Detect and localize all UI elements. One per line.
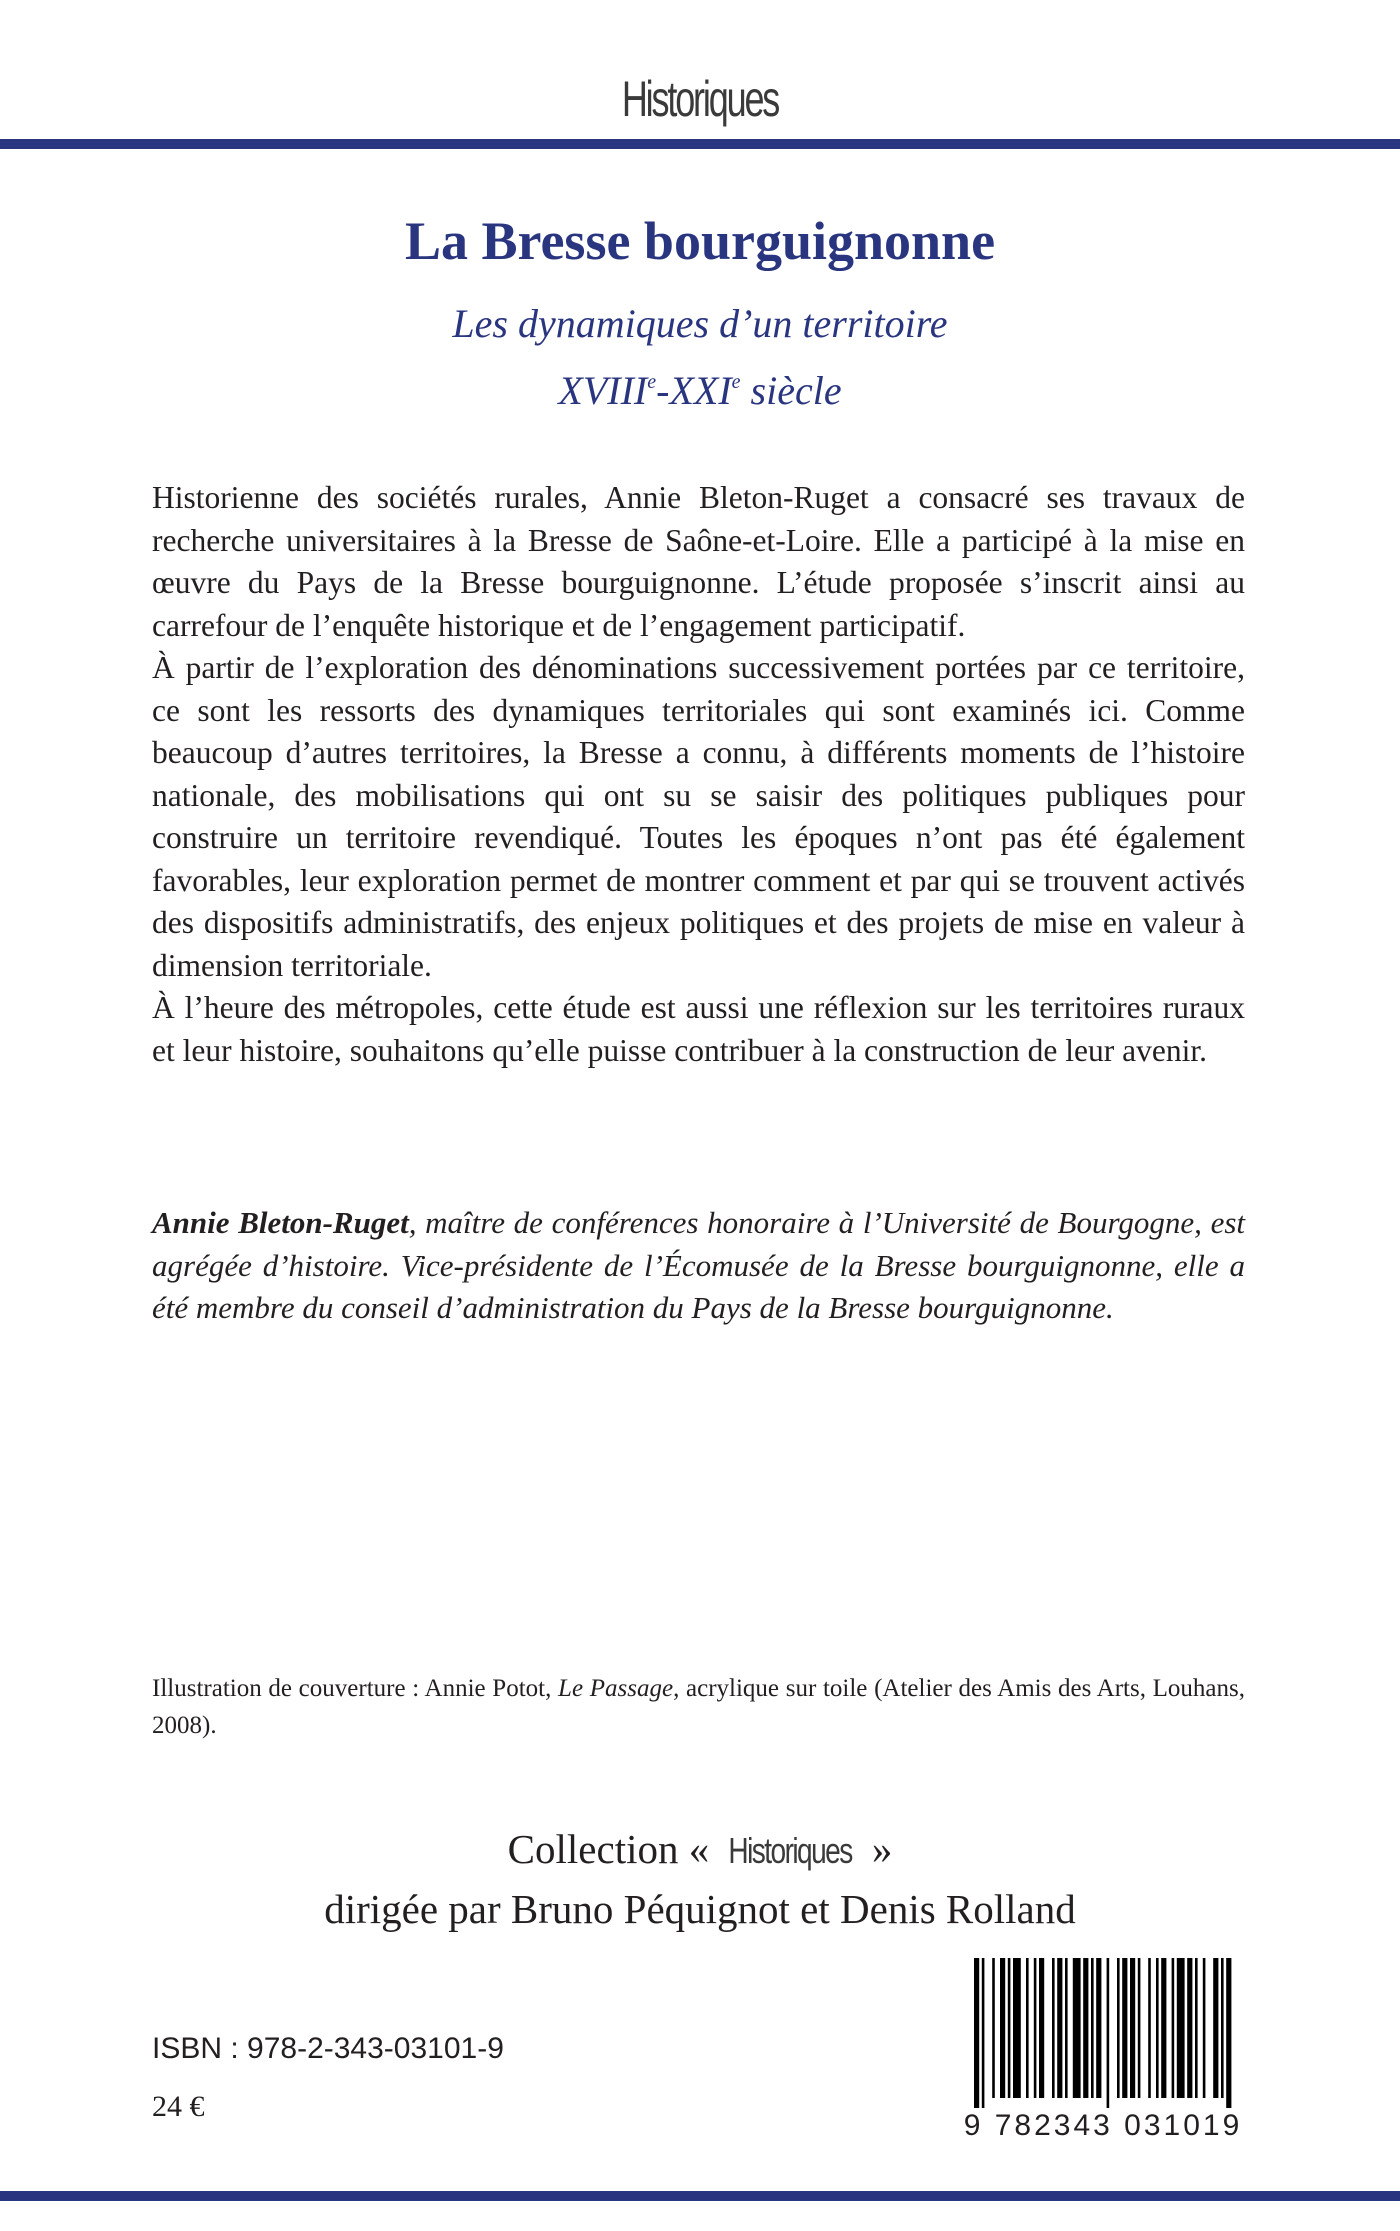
barcode-bar: [992, 1958, 995, 2098]
barcode-bar: [1130, 1958, 1135, 2098]
barcode-bar: [1065, 1958, 1068, 2098]
barcode-bar: [1057, 1958, 1062, 2098]
top-rule: [0, 139, 1400, 149]
barcode-bar: [1203, 1958, 1206, 2098]
barcode-bar: [1177, 1958, 1185, 2098]
bottom-rule: [0, 2191, 1400, 2201]
collection-directors: dirigée par Bruno Péquignot et Denis Rolland: [324, 1886, 1076, 1932]
collection-series-logo: Historiques: [728, 1830, 853, 1871]
period-separator: -: [656, 368, 670, 413]
isbn: ISBN : 978-2-343-03101-9: [152, 2032, 504, 2065]
period-suffix: siècle: [740, 368, 842, 413]
barcode-bar: [1052, 1958, 1055, 2098]
barcode-number: 9 782343 031019: [963, 2109, 1243, 2142]
blurb: [152, 477, 1245, 1072]
period-end: XXI: [669, 368, 732, 413]
barcode-bar: [1122, 1958, 1127, 2098]
barcode-bar: [982, 1958, 985, 2108]
barcode-bar: [1039, 1958, 1044, 2098]
author-bio-text: , maître de conférences honoraire à l’Université de Bourgogne, est agrégée d’histoire. Vice-présidente de l’Écomusée de la Bresse bourguignonne, elle a été membre du conseil d’administration du Pays de la Bresse bourguignonne.: [152, 1205, 1246, 1325]
period-end-sup: e: [731, 371, 741, 393]
barcode-bar: [1008, 1958, 1011, 2098]
blurb-paragraph: À partir de l’exploration des dénominations successivement portées par ce territoire, ce sont les ressorts des dynamiques territoriales qui sont examinés ici. Comme beaucoup d’autres territoires, la Bresse a connu, à différents moments de l’histoire nationale, des mobilisations qui ont su se saisir des politiques publiques pour construire un territoire revendiqué. Toutes les époques n’ont pas été également favorables, leur exploration permet de montrer comment et par qui se trouvent activés des dispositifs administratifs, des enjeux politiques et des projets de mise en valeur à dimension territoriale.: [152, 650, 1245, 983]
barcode-bar: [1034, 1958, 1037, 2098]
book-period: [0, 367, 1400, 414]
barcode-bar: [1156, 1958, 1159, 2098]
barcode-bar: [1187, 1958, 1192, 2098]
barcode-bar: [1213, 1958, 1218, 2098]
barcode-bar: [1195, 1958, 1198, 2098]
collection-info: [0, 1820, 1400, 1938]
book-title: La Bresse bourguignonne: [404, 211, 996, 271]
barcode-bar: [1226, 1958, 1231, 2108]
period-start-sup: e: [647, 371, 657, 393]
blurb-paragraph: Historienne des sociétés rurales, Annie Bleton-Ruget a consacré ses travaux de recherche universitaires à la Bresse de Saône-et-Loire. Elle a participé à la mise en œuvre du Pays de la Bresse bourguignonne. L’étude proposée s’inscrit ainsi au carrefour de l’enquête historique et de l’engagement participatif.: [152, 480, 1245, 643]
barcode-bar: [1083, 1958, 1088, 2098]
barcode-bar: [1073, 1958, 1081, 2098]
credit-prefix: Illustration de couverture : Annie Potot,: [152, 1675, 559, 1702]
barcode-bar: [1091, 1958, 1094, 2098]
author-name: Annie Bleton-Ruget: [152, 1205, 409, 1240]
book-subtitle: Les dynamiques d’un territoire: [452, 301, 948, 346]
barcode-bar: [1013, 1958, 1021, 2098]
barcode-bar: [974, 1958, 979, 2108]
series-logo: Historiques: [621, 71, 779, 127]
collection-label-close: »: [861, 1826, 893, 1872]
author-bio: [152, 1202, 1245, 1330]
barcode-bar: [1026, 1958, 1029, 2098]
price: 24 €: [152, 2090, 205, 2123]
collection-line: [0, 1820, 1400, 1880]
barcode-bar: [1138, 1958, 1141, 2098]
barcode-bar: [1117, 1958, 1120, 2098]
barcode-bar: [1221, 1958, 1224, 2098]
barcode-bar: [1096, 1958, 1101, 2098]
barcode-bar: [1148, 1958, 1151, 2098]
barcode-bar: [1161, 1958, 1166, 2098]
illustration-credit: [152, 1670, 1245, 1744]
barcode-bar: [1172, 1958, 1175, 2098]
collection-label: Collection «: [507, 1826, 720, 1872]
period-start: XVIII: [558, 368, 648, 413]
barcode-bar: [1000, 1958, 1005, 2098]
credit-suffix: , acrylique sur toile (Atelier des Amis des Arts, Louhans, 2008).: [152, 1675, 1245, 1739]
credit-work-title: Le Passage: [558, 1675, 674, 1702]
barcode-bar: [1107, 1958, 1110, 2108]
blurb-paragraph: À l’heure des métropoles, cette étude est aussi une réflexion sur les territoires ruraux et leur histoire, souhaitons qu’elle puisse contribuer à la construction de leur avenir.: [152, 990, 1245, 1068]
